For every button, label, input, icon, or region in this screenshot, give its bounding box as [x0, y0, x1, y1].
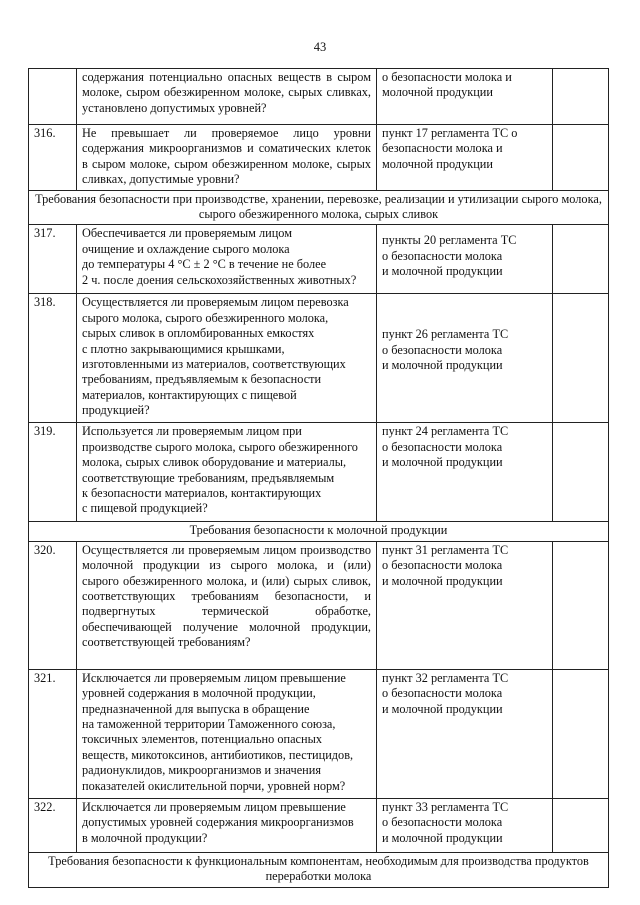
reference-line: и молочной продукции — [382, 358, 503, 373]
reference-line: пункт 24 регламента ТС — [382, 424, 509, 439]
table-row — [29, 294, 609, 423]
question-line: молока, сырых сливок оборудование и материалы, — [82, 455, 347, 470]
reference-line: о безопасности молока — [382, 815, 503, 830]
question-cell — [77, 294, 377, 423]
question-line: Исключается ли проверяемым лицом превышение — [82, 799, 346, 814]
question-line: уровней содержания в молочной продукции, — [82, 686, 316, 701]
table-row — [29, 798, 609, 852]
answer-cell — [553, 423, 609, 522]
question-line: сырого молока, сырого обезжиренного молока, — [82, 310, 329, 325]
question-line: веществ, микотоксинов, антибиотиков, пестицидов, — [82, 747, 354, 762]
table-row — [29, 669, 609, 798]
question-cell — [77, 423, 377, 522]
checklist-table — [28, 68, 609, 888]
question-line: в молочной продукции? — [82, 830, 208, 845]
reference-cell — [377, 423, 553, 522]
reference-line: о безопасности молока — [382, 439, 503, 454]
section-header: Требования безопасности при производстве, хранении, перевозке, реализации и утилизации сырого молока, сырого обезжиренного молока, сырых сливок — [29, 190, 609, 225]
question-cell — [77, 669, 377, 798]
reference-line: и молочной продукции — [382, 455, 503, 470]
question-cell — [77, 798, 377, 852]
reference-cell — [377, 541, 553, 669]
reference-cell: пункт 17 регламента ТС о безопасности молока и молочной продукции — [377, 125, 553, 191]
question-line: с пищевой продукцией? — [82, 501, 208, 516]
question-line: к безопасности материалов, контактирующих — [82, 486, 322, 501]
question-line: с плотно закрывающимися крышками, — [82, 341, 285, 356]
section-header: Требования безопасности к молочной продукции — [29, 522, 609, 541]
question-cell: Не превышает ли проверяемое лицо уровни содержания микроорганизмов и соматических клеток в сыром молоке, сыром обезжиренном молоке, сырых сливках, допустимые уровни? — [77, 125, 377, 191]
answer-cell — [553, 798, 609, 852]
question-line: Осуществляется ли проверяемым лицом перевозка — [82, 295, 349, 310]
question-line: Обеспечивается ли проверяемым лицом — [82, 226, 292, 241]
reference-cell: о безопасности молока и молочной продукции — [377, 69, 553, 125]
row-number: 319. — [29, 423, 77, 522]
reference-cell — [377, 669, 553, 798]
answer-cell — [553, 69, 609, 125]
question-line: соответствующие требованиям, предъявляемым — [82, 470, 335, 485]
row-number: 316. — [29, 125, 77, 191]
answer-cell — [553, 225, 609, 294]
reference-line: пункт 26 регламента ТС — [382, 327, 509, 342]
reference-line: о безопасности молока — [382, 686, 503, 701]
reference-line: пункты 20 регламента ТС — [382, 233, 517, 248]
row-number: 320. — [29, 541, 77, 669]
reference-line: о безопасности молока — [382, 248, 503, 263]
reference-line: пункт 31 регламента ТС — [382, 542, 509, 557]
row-number: 318. — [29, 294, 77, 423]
reference-line: пункт 32 регламента ТС — [382, 670, 509, 685]
question-line: 2 ч. после доения сельскохозяйственных животных? — [82, 272, 357, 287]
question-line: очищение и охлаждение сырого молока — [82, 241, 290, 256]
table-row — [29, 69, 609, 125]
answer-cell — [553, 125, 609, 191]
page-number: 43 — [313, 40, 327, 54]
question-cell — [77, 225, 377, 294]
question-line: до температуры 4 °C ± 2 °C в течение не более — [82, 257, 327, 272]
reference-line: и молочной продукции — [382, 830, 503, 845]
row-number-cell — [29, 69, 77, 125]
reference-line: о безопасности молока — [382, 558, 503, 573]
row-number: 317. — [29, 225, 77, 294]
reference-line: и молочной продукции — [382, 701, 503, 716]
table-row — [29, 125, 609, 191]
section-header: Требования безопасности к функциональным компонентам, необходимым для производства продуктов переработки молока — [29, 852, 609, 887]
question-cell: содержания потенциально опасных веществ в сыром молоке, сыром обезжиренном молоке, сырых сливках, установлено допустимых уровней? — [77, 69, 377, 125]
reference-line: о безопасности молока — [382, 342, 503, 357]
reference-cell — [377, 798, 553, 852]
row-number: 322. — [29, 798, 77, 852]
table-row — [29, 423, 609, 522]
section-header-row — [29, 852, 609, 887]
question-line: предназначенной для выпуска в обращение — [82, 701, 310, 716]
answer-cell — [553, 669, 609, 798]
question-line: токсичных элементов, потенциально опасных — [82, 732, 322, 747]
reference-cell — [377, 225, 553, 294]
question-line: Используется ли проверяемым лицом при — [82, 424, 302, 439]
answer-cell — [553, 541, 609, 669]
answer-cell — [553, 294, 609, 423]
section-header-row — [29, 522, 609, 541]
reference-line: и молочной продукции — [382, 264, 503, 279]
question-line: радионуклидов, микроорганизмов и значения — [82, 763, 321, 778]
reference-line: и молочной продукции — [382, 573, 503, 588]
question-line: допустимых уровней содержания микроорганизмов — [82, 815, 354, 830]
reference-line: пункт 33 регламента ТС — [382, 799, 509, 814]
reference-cell — [377, 294, 553, 423]
table-row — [29, 225, 609, 294]
question-line: сырых сливок в опломбированных емкостях — [82, 326, 315, 341]
row-number: 321. — [29, 669, 77, 798]
question-cell: Осуществляется ли проверяемым лицом производство молочной продукции из сырого молока, и (или) сырого обезжиренного молока, и (или) сырых сливок, соответствующих требованиям безопасности, и подвергнутых термической обработке, обеспечивающей получение молочной продукции, соответствующей требованиям? — [77, 541, 377, 669]
question-line: продукцией? — [82, 403, 150, 418]
question-line: изготовленными из материалов, соответствующих — [82, 357, 346, 372]
section-header-row — [29, 190, 609, 225]
question-line: производстве сырого молока, сырого обезжиренного — [82, 439, 358, 454]
question-line: материалов, контактирующих с пищевой — [82, 387, 297, 402]
question-line: Исключается ли проверяемым лицом превышение — [82, 670, 346, 685]
question-line: требованиям, предъявляемым к безопасности — [82, 372, 322, 387]
question-line: на таможенной территории Таможенного союза, — [82, 717, 336, 732]
question-line: показателей окислительной порчи, уровней норм? — [82, 778, 346, 793]
table-row — [29, 541, 609, 669]
